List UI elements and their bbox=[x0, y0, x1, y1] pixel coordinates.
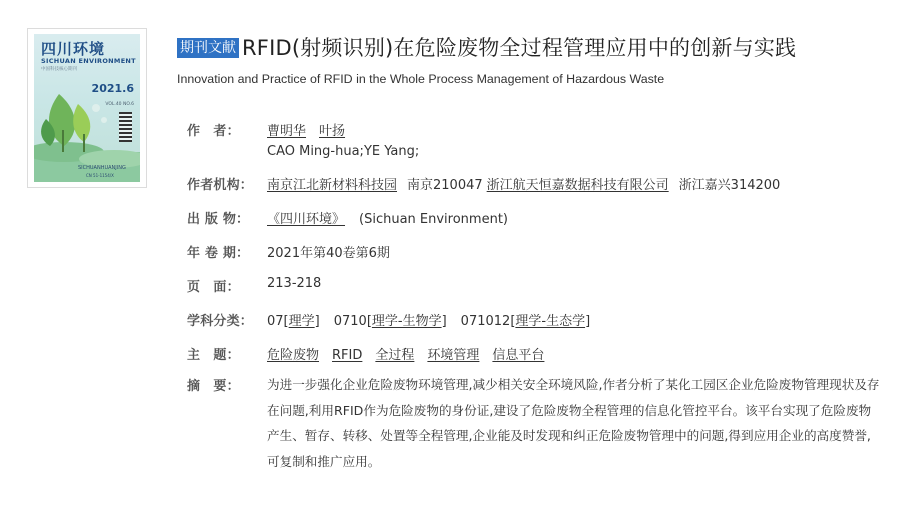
subject-code: 071012 bbox=[460, 314, 511, 329]
author-link[interactable]: 叶扬 bbox=[319, 124, 346, 139]
organization-value bbox=[267, 174, 780, 193]
volume-value: 2021年第40卷第6期 bbox=[267, 246, 390, 261]
authors-label: 作 者： bbox=[187, 124, 240, 139]
journal-link[interactable]: 《四川环境》 bbox=[267, 212, 346, 227]
cover-issue: 2021.6 bbox=[91, 82, 134, 95]
organization-link[interactable]: 浙江航天恒嘉数据科技有限公司 bbox=[486, 178, 669, 193]
volume-label: 年 卷 期： bbox=[187, 246, 250, 261]
journal-cover-image[interactable] bbox=[34, 34, 140, 182]
subject-code: 0710 bbox=[333, 314, 367, 329]
publication-label: 出 版 物： bbox=[187, 212, 250, 227]
keyword-link[interactable]: 全过程 bbox=[375, 348, 415, 363]
cover-barcode bbox=[119, 112, 132, 142]
subject-label: 学科分类： bbox=[187, 314, 254, 329]
keyword-link[interactable]: 信息平台 bbox=[492, 348, 545, 363]
organization-link[interactable]: 南京江北新材料科技园 bbox=[267, 178, 398, 193]
subject-link[interactable]: 理学-生态学 bbox=[515, 314, 586, 329]
cover-subtitle-cn: 中国科技核心期刊 bbox=[41, 67, 77, 72]
document-type-tag: 期刊文献 bbox=[177, 38, 239, 58]
keyword-link[interactable]: 环境管理 bbox=[427, 348, 480, 363]
organization-location: 南京210047 bbox=[407, 178, 483, 193]
cover-title: 四川环境 bbox=[41, 40, 106, 58]
cover-subtitle: SICHUAN ENVIRONMENT bbox=[41, 57, 136, 65]
abstract-label: 摘 要： bbox=[187, 379, 240, 394]
article-title-en: Innovation and Practice of RFID in the Whole Process Management of Hazardous Waste bbox=[177, 72, 665, 86]
organization-location: 浙江嘉兴314200 bbox=[678, 178, 781, 193]
publication-value bbox=[267, 208, 508, 227]
cover-footer-code: CN 51-1154/X bbox=[86, 173, 114, 178]
subject-link[interactable]: 理学 bbox=[288, 314, 315, 329]
keyword-link[interactable]: RFID bbox=[332, 348, 363, 363]
journal-name-en: (Sichuan Environment) bbox=[359, 212, 508, 227]
authors-en: CAO Ming-hua;YE Yang; bbox=[267, 144, 420, 159]
authors-value bbox=[267, 120, 345, 139]
subject-value: 07[理学] 0710[理学-生物学] 071012[理学-生态学] bbox=[267, 314, 591, 329]
keyword-link[interactable]: 危险废物 bbox=[267, 348, 320, 363]
abstract-text: 为进一步强化企业危险废物环境管理,减少相关安全环境风险,作者分析了某化工园区企业危险废物管理现状及存在问题,利用RFID作为危险废物的身份证,建设了危险废物全程管理的信息化管控平台。该平台实现了危险废物产生、暂存、转移、处置等全程管理,企业能及时发现和纠正危险废物管理中的问题,得到应用企业的高度赞誉,可复制和推广应用。 bbox=[267, 377, 880, 469]
cover-volume: VOL.40 NO.6 bbox=[105, 102, 134, 107]
author-link[interactable]: 曹明华 bbox=[267, 124, 307, 139]
article-title-line bbox=[177, 32, 796, 62]
subject-code: 07 bbox=[267, 314, 284, 329]
keywords-label: 主 题： bbox=[187, 348, 240, 363]
pages-label: 页 面： bbox=[187, 280, 240, 295]
article-title: RFID(射频识别)在危险废物全过程管理应用中的创新与实践 bbox=[242, 36, 797, 60]
pages-value: 213-218 bbox=[267, 276, 322, 291]
journal-cover-frame[interactable] bbox=[27, 28, 147, 188]
organization-label: 作者机构： bbox=[187, 178, 254, 193]
subject-link[interactable]: 理学-生物学 bbox=[371, 314, 442, 329]
keywords-value bbox=[267, 344, 544, 363]
cover-footer: SICHUANHUANJING bbox=[78, 165, 126, 171]
